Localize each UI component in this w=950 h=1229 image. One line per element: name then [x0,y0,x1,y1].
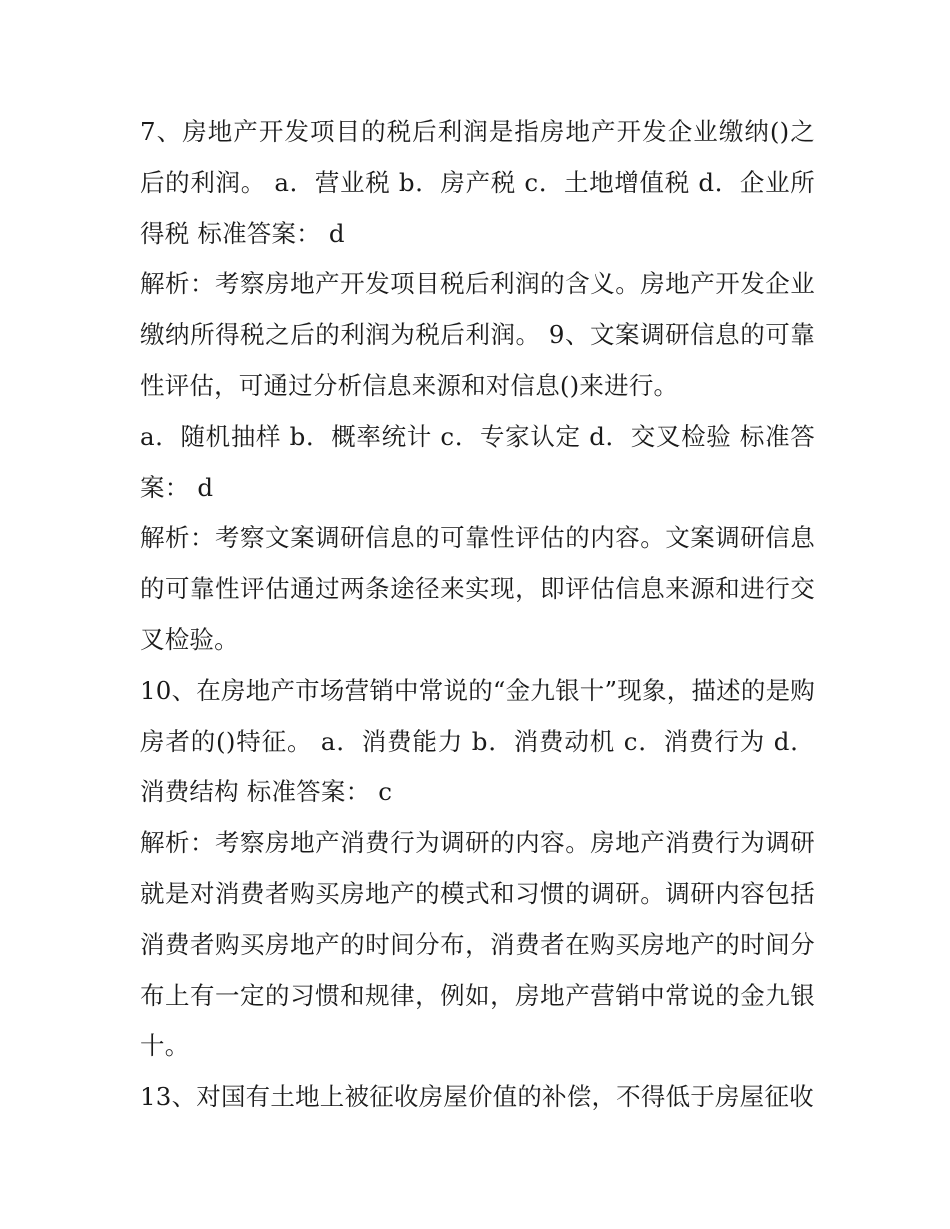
document-body [140,107,815,1123]
question-7: 7、房地产开发项目的税后利润是指房地产开发企业缴纳()之后的利润。 a．营业税 b．房产税 c．土地增值税 d．企业所得税 标准答案： d [140,117,815,248]
question-9-options: a．随机抽样 b．概率统计 c．专家认定 d．交叉检验 标准答案： d [140,421,815,502]
question-9-analysis: 解析：考察文案调研信息的可靠性评估的内容。文案调研信息的可靠性评估通过两条途径来实现，即评估信息来源和进行交叉检验。 [140,523,815,654]
question-13: 13、对国有土地上被征收房屋价值的补偿，不得低于房屋征收 [140,1082,814,1112]
question-10: 10、在房地产市场营销中常说的“金九银十”现象，描述的是购房者的()特征。 a．消费能力 b．消费动机 c．消费行为 d．消费结构 标准答案： c [140,675,815,807]
question-10-analysis: 解析：考察房地产消费行为调研的内容。房地产消费行为调研就是对消费者购买房地产的模式和习惯的调研。调研内容包括消费者购买房地产的时间分布，消费者在购买房地产的时间分布上有一定的习惯和规律，例如，房地产营销中常说的金九银十。 [140,828,815,1061]
question-7-analysis: 解析：考察房地产开发项目税后利润的含义。房地产开发企业缴纳所得税之后的利润为税后利润。 9、文案调研信息的可靠性评估，可通过分析信息来源和对信息()来进行。 [140,269,815,400]
